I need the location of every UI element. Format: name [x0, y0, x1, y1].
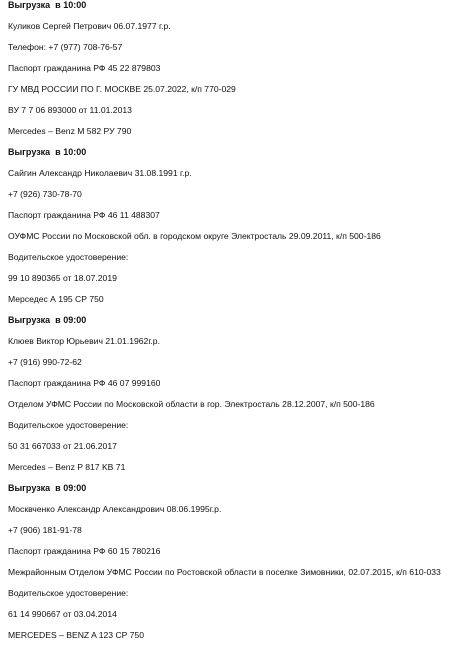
- vehicle: MERCEDES – BENZ A 123 CP 750: [8, 630, 144, 640]
- passport-issuer: Отделом УФМС России по Московской области в гор. Электросталь 28.12.2007, к/п 500-186: [8, 399, 375, 409]
- phone: +7 (926) 730-78-70: [8, 189, 82, 199]
- person-name: Клюев Виктор Юрьевич 21.01.1962г.р.: [8, 336, 160, 346]
- driver-license-label: Водительское удостоверение:: [8, 588, 129, 598]
- driver-license-label: Водительское удостоверение:: [8, 420, 129, 430]
- driver-license: ВУ 7 7 06 893000 от 11.01.2013: [8, 105, 132, 115]
- record-block: [8, 147, 448, 305]
- passport: Паспорт гражданина РФ 46 11 488307: [8, 210, 160, 220]
- passport: Паспорт гражданина РФ 60 15 780216: [8, 546, 161, 556]
- vehicle: Mercedes – Benz P 817 KB 71: [8, 462, 126, 472]
- driver-license: 50 31 667033 от 21.06.2017: [8, 441, 117, 451]
- driver-license-label: Водительское удостоверение:: [8, 252, 129, 262]
- record-heading: Выгрузка в 09:00: [8, 315, 87, 325]
- driver-license: 99 10 890365 от 18.07.2019: [8, 273, 117, 283]
- phone: Телефон: +7 (977) 708-76-57: [8, 42, 123, 52]
- driver-license: 61 14 990667 от 03.04.2014: [8, 609, 117, 619]
- record-heading: Выгрузка в 10:00: [8, 147, 87, 157]
- person-name: Москвченко Александр Александрович 08.06.1995г.р.: [8, 504, 222, 514]
- phone: +7 (906) 181-91-78: [8, 525, 82, 535]
- document-body: [8, 0, 448, 651]
- person-name: Сайгин Александр Николаевич 31.08.1991 г.р.: [8, 168, 192, 178]
- record-block: [8, 315, 448, 473]
- passport-issuer: ОУФМС России по Московской обл. в городском округе Электросталь 29.09.2011, к/п 500-186: [8, 231, 381, 241]
- passport: Паспорт гражданина РФ 46 07 999160: [8, 378, 161, 388]
- phone: +7 (916) 990-72-62: [8, 357, 82, 367]
- passport-issuer: ГУ МВД РОССИИ ПО Г. МОСКВЕ 25.07.2022, к/п 770-029: [8, 84, 236, 94]
- record-block: [8, 483, 448, 641]
- vehicle: Мерседес А 195 СР 750: [8, 294, 104, 304]
- passport-issuer: Межрайонным Отделом УФМС России по Ростовской области в поселке Зимовники, 02.07.2015, к/п 610-033: [8, 567, 441, 577]
- record-heading: Выгрузка в 10:00: [8, 0, 87, 10]
- record-block: [8, 0, 448, 137]
- passport: Паспорт гражданина РФ 45 22 879803: [8, 63, 161, 73]
- person-name: Куликов Сергей Петрович 06.07.1977 г.р.: [8, 21, 171, 31]
- record-heading: Выгрузка в 09:00: [8, 483, 87, 493]
- vehicle: Mercedes – Benz M 582 РУ 790: [8, 126, 132, 136]
